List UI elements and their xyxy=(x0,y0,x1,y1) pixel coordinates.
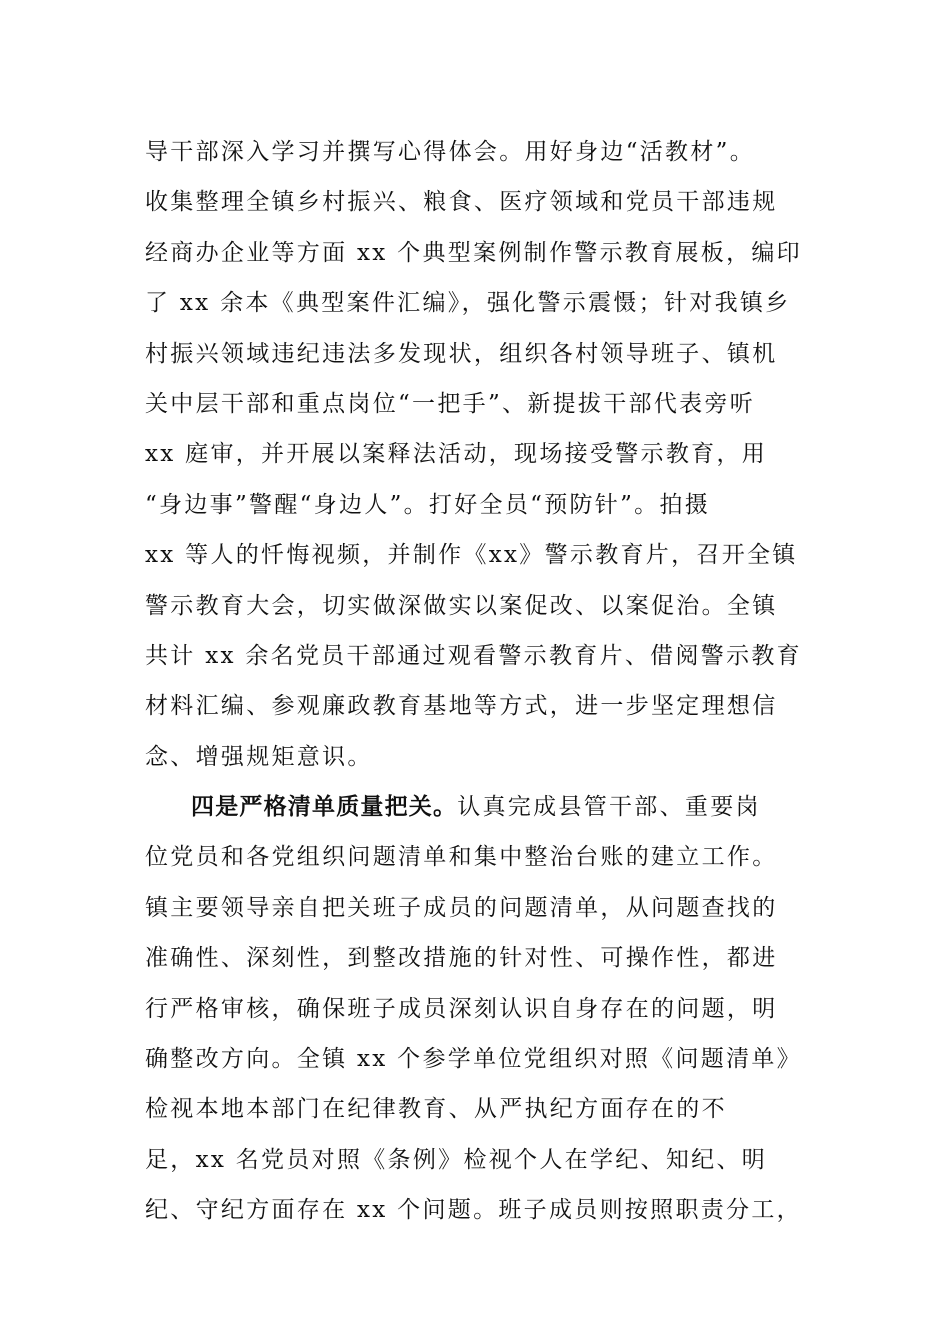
paragraph-line: xx 等人的忏悔视频，并制作《xx》警示教育片，召开全镇 xyxy=(145,542,798,569)
paragraph-line: 行严格审核，确保班子成员深刻认识自身存在的问题，明 xyxy=(145,995,778,1022)
paragraph-line: 检视本地本部门在纪律教育、从严执纪方面存在的不 xyxy=(145,1096,727,1123)
paragraph-line: 位党员和各党组织问题清单和集中整治台账的建立工作。 xyxy=(145,844,778,871)
paragraph-line: 念、增强规矩意识。 xyxy=(145,743,373,770)
document-body xyxy=(145,127,805,1236)
paragraph-line: “身边事”警醒“身边人”。打好全员“预防针”。拍摄 xyxy=(145,491,711,518)
paragraph-line: 经商办企业等方面 xx 个典型案例制作警示教育展板，编印 xyxy=(145,239,802,266)
paragraph-line: 导干部深入学习并撰写心得体会。用好身边“活教材”。 xyxy=(145,139,756,165)
paragraph-line: 确整改方向。全镇 xx 个参学单位党组织对照《问题清单》 xyxy=(145,1046,802,1073)
paragraph-line: 村振兴领域违纪违法多发现状，组织各村领导班子、镇机 xyxy=(145,340,778,367)
paragraph-line: 收集整理全镇乡村振兴、粮食、医疗领域和党员干部违规 xyxy=(145,189,778,216)
paragraph-line: 警示教育大会，切实做深做实以案促改、以案促治。全镇 xyxy=(145,592,778,619)
paragraph-line: 纪、守纪方面存在 xx 个问题。班子成员则按照职责分工， xyxy=(145,1197,802,1224)
paragraph-line: 关中层干部和重点岗位“一把手”、新提拔干部代表旁听 xyxy=(145,390,756,417)
paragraph-line: 镇主要领导亲自把关班子成员的问题清单，从问题查找的 xyxy=(145,894,778,921)
paragraph-line: 材料汇编、参观廉政教育基地等方式，进一步坚定理想信 xyxy=(145,693,778,720)
paragraph-line: 了 xx 余本《典型案件汇编》，强化警示震慑；针对我镇乡 xyxy=(145,290,791,317)
paragraph-line: xx 庭审，并开展以案释法活动，现场接受警示教育，用 xyxy=(145,441,768,468)
paragraph-line: 准确性、深刻性，到整改措施的针对性、可操作性，都进 xyxy=(145,945,778,972)
paragraph-line: 共计 xx 余名党员干部通过观看警示教育片、借阅警示教育 xyxy=(145,642,802,669)
paragraph-line: 足，xx 名党员对照《条例》检视个人在学纪、知纪、明 xyxy=(145,1146,768,1173)
section-4-first-line-text: 认真完成县管干部、重要岗 xyxy=(457,794,761,821)
section-4-first-line xyxy=(145,782,805,832)
section-4-heading: 四是严格清单质量把关。 xyxy=(191,794,458,821)
